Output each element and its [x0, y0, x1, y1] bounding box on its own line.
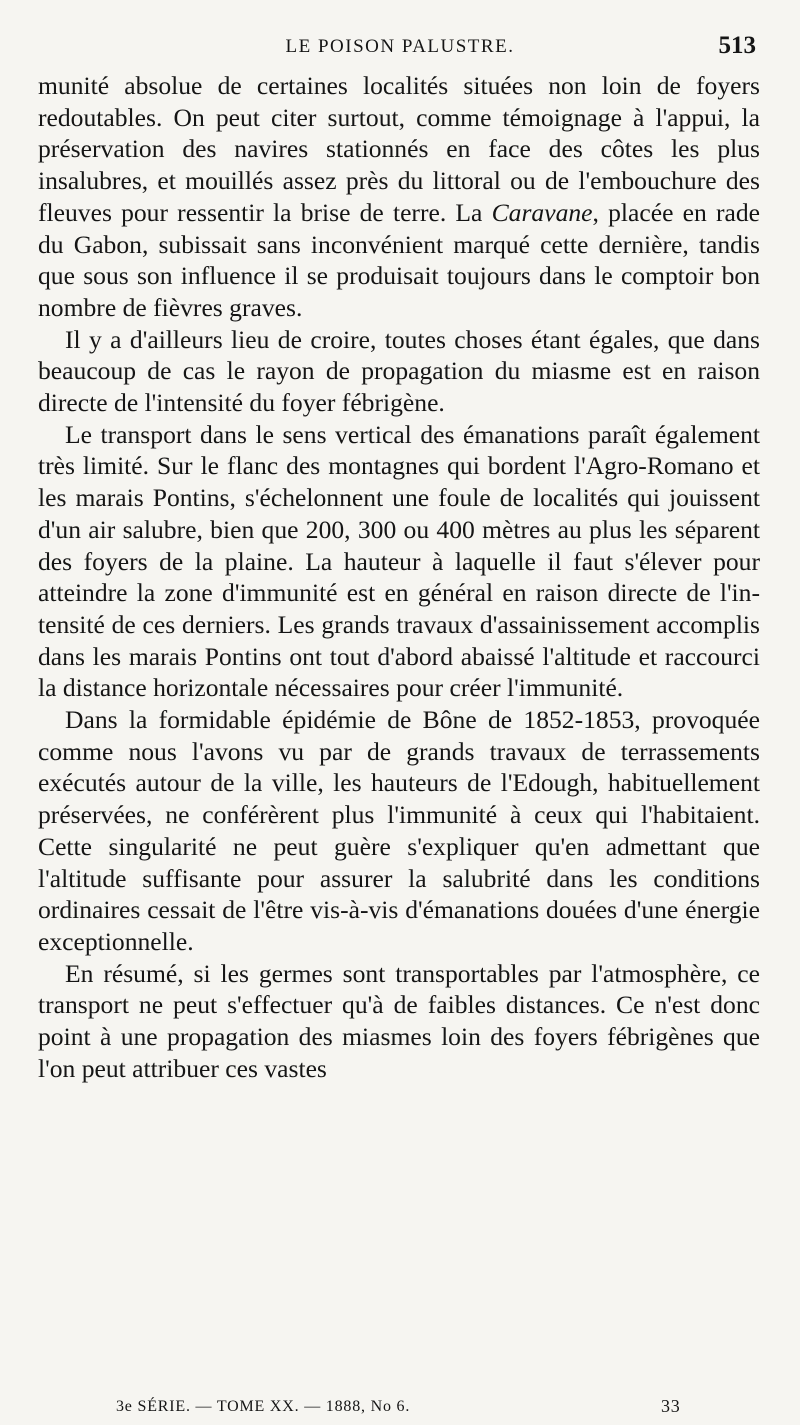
series-note: 3e SÉRIE. — TOME XX. — 1888, No 6.: [116, 1398, 411, 1415]
paragraph-2: Il y a d'ailleurs lieu de croire, toutes choses étant égales, que dans beaucoup de cas le rayon de propagation du miasme est en raison directe de l'intensité du foyer fébrigène.: [38, 324, 760, 418]
page-header: [0, 32, 800, 68]
ship-name: Caravane: [491, 197, 593, 227]
paragraph-1: [38, 70, 760, 324]
signature-mark: 33: [661, 1396, 681, 1416]
paragraph-1-end: , placée en rade du Gabon, subissait sans inconvénient marqué cette dernière, tandis que sous son influence il se produisait toujours dans le comptoir bon nombre de fièvres graves.: [38, 197, 760, 322]
running-title: LE POISON PALUSTRE.: [285, 36, 515, 57]
page-number: 513: [718, 32, 756, 59]
paragraph-4: Dans la formidable épidémie de Bône de 1852-1853, provoquée comme nous l'avons vu par de grands travaux de terrassements exécutés autour de la ville, les hauteurs de l'Edough, habituellement préservées, ne conférèrent plus l'immunité à ceux qui l'habitaient. Cette singularité ne peut guère s'expliquer qu'en admettant que l'altitude suffisante pour assurer la salubrité dans les conditions ordinaires cessait de l'être vis-à-vis d'émanations douées d'une énergie exceptionnelle.: [38, 705, 760, 956]
paragraph-1-start: munité absolue de certaines localités situées non loin de foyers redoutables. On peut citer surtout, comme témoignage à l'appui, la préservation des navires stationnés en face des côtes les plus insalubres, et mouillés assez près du littoral ou de l'embouchure des fleuves pour ressentir la brise de terre. La: [38, 71, 760, 227]
paragraph-5: En résumé, si les germes sont transportables par l'atmosphère, ce transport ne peut s'effectuer qu'à de faibles distances. Ce n'est donc point à une propagation des miasmes loin des foyers fébrigènes que l'on peut attribuer ces vastes: [38, 958, 760, 1083]
paragraph-3: Le transport dans le sens vertical des émanations paraît également très limité. Sur le flanc des montagnes qui bordent l'Agro-Romano et les marais Pontins, s'échelonnent une foule de localités qui jouissent d'un air salubre, bien que 200, 300 ou 400 mètres au plus les séparent des foyers de la plaine. La hauteur à laquelle il faut s'élever pour atteindre la zone d'immunité est en général en raison directe de l'intensité de ces derniers. Les grands travaux d'assainissement accomplis dans les marais Pontins ont tout d'abord abaissé l'altitude et raccourci la distance horizontale nécessaires pour créer l'immunité.: [38, 419, 760, 703]
body-text: [38, 70, 760, 1085]
page-footer: [0, 1398, 800, 1424]
